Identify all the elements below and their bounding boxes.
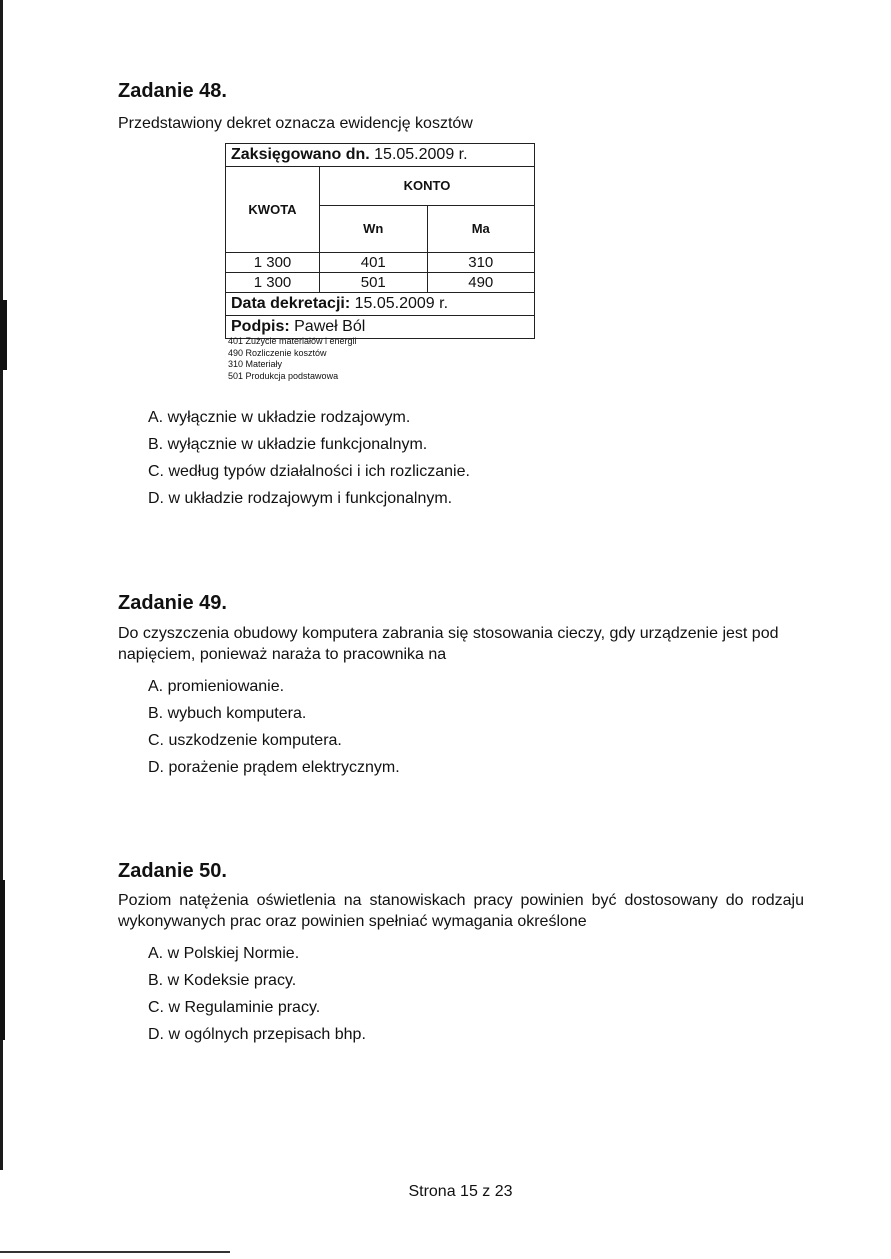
wn-header: Wn: [320, 206, 428, 253]
signature-label: Podpis:: [231, 318, 290, 335]
task-50-question: Poziom natężenia oświetlenia na stanowiskach pracy powinien być dostosowany do rodzaju wykonywanych prac oraz powinien spełniać wymagania określone: [118, 892, 804, 930]
kwota-header: KWOTA: [226, 167, 320, 253]
scan-edge-mark: [0, 880, 5, 1040]
scan-edge-mark: [0, 300, 7, 370]
task-49-options: [148, 673, 400, 781]
answer-option-b: B. w Kodeksie pracy.: [148, 972, 297, 989]
task-48-title: Zadanie 48.: [118, 80, 227, 102]
task-48-question: Przedstawiony dekret oznacza ewidencję kosztów: [118, 115, 473, 132]
booked-label: Zaksięgowano dn.: [231, 146, 370, 163]
answer-option-a: A. promieniowanie.: [148, 678, 285, 695]
answer-option-c: C. w Regulaminie pracy.: [148, 999, 321, 1016]
konto-header: KONTO: [320, 167, 535, 206]
wn-cell: 401: [320, 253, 428, 273]
booked-row: [226, 144, 535, 167]
task-50-options: [148, 940, 366, 1048]
legend-item: 501 Produkcja podstawowa: [228, 370, 339, 381]
kwota-cell: 1 300: [226, 273, 320, 293]
ledger-decree-table: [225, 143, 535, 339]
answer-option-a: A. w Polskiej Normie.: [148, 945, 300, 962]
task-49-question: Do czyszczenia obudowy komputera zabrania się stosowania cieczy, gdy urządzenie jest pod napięciem, ponieważ naraża to pracownika na: [118, 625, 779, 663]
ma-header: Ma: [427, 206, 535, 253]
answer-option-b: B. wybuch komputera.: [148, 705, 307, 722]
table-row: [226, 273, 535, 293]
task-49-title: Zadanie 49.: [118, 592, 227, 614]
legend-item: 310 Materiały: [228, 359, 283, 369]
ma-cell: 490: [427, 273, 535, 293]
kwota-cell: 1 300: [226, 253, 320, 273]
decree-date: 15.05.2009 r.: [354, 295, 449, 312]
scan-bottom-line: [0, 1251, 230, 1253]
answer-option-a: A. wyłącznie w układzie rodzajowym.: [148, 409, 411, 426]
task-50-title: Zadanie 50.: [118, 860, 227, 882]
booked-date: 15.05.2009 r.: [374, 146, 468, 163]
answer-option-d: D. w ogólnych przepisach bhp.: [148, 1026, 366, 1043]
task-48-options: [148, 404, 470, 512]
table-row: [226, 253, 535, 273]
answer-option-d: D. w układzie rodzajowym i funkcjonalnym.: [148, 490, 453, 507]
page-number: Strona 15 z 23: [408, 1183, 513, 1200]
legend-item: 490 Rozliczenie kosztów: [228, 347, 327, 358]
answer-option-c: C. według typów działalności i ich rozliczanie.: [148, 463, 470, 480]
answer-option-b: B. wyłącznie w układzie funkcjonalnym.: [148, 436, 428, 453]
legend-item: 401 Zużycie materiałów i energii: [228, 336, 357, 346]
account-legend: [228, 336, 357, 382]
answer-option-c: C. uszkodzenie komputera.: [148, 732, 342, 749]
decree-label: Data dekretacji:: [231, 295, 351, 312]
wn-cell: 501: [320, 273, 428, 293]
ma-cell: 310: [427, 253, 535, 273]
decree-row: [226, 293, 535, 316]
answer-option-d: D. porażenie prądem elektrycznym.: [148, 759, 400, 776]
signature-name: Paweł Ból: [294, 318, 366, 335]
